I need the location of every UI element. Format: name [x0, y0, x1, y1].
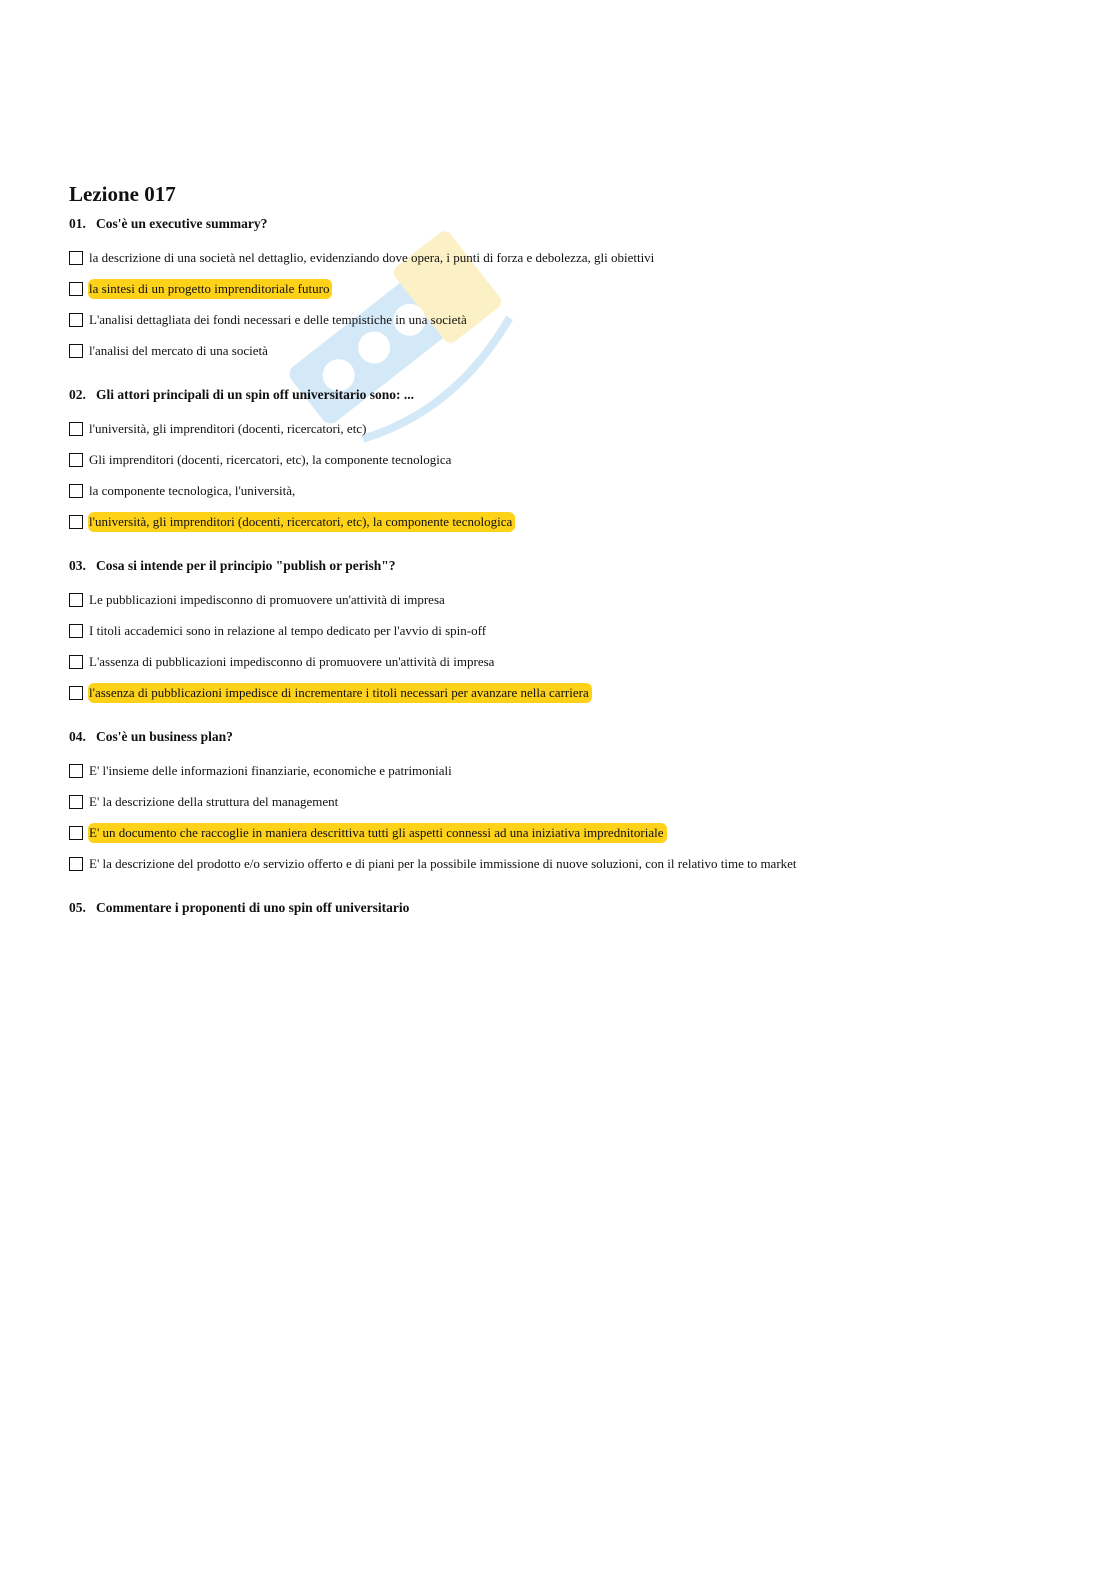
question-text: Cos'è un executive summary? — [96, 216, 268, 231]
answer-text: Le pubblicazioni impedisconno di promuovere un'attività di impresa — [89, 591, 445, 607]
answer-checkbox[interactable] — [69, 686, 83, 700]
question-number: 01. — [69, 216, 86, 231]
answer-checkbox[interactable] — [69, 764, 83, 778]
answer-text: l'università, gli imprenditori (docenti, ricercatori, etc) — [89, 420, 367, 436]
answer-option[interactable] — [69, 646, 1069, 677]
answer-checkbox[interactable] — [69, 655, 83, 669]
answer-checkbox[interactable] — [69, 344, 83, 358]
answer-option[interactable] — [69, 755, 1069, 786]
answer-text: la componente tecnologica, l'università, — [89, 482, 296, 498]
answer-checkbox[interactable] — [69, 282, 83, 296]
answer-checkbox[interactable] — [69, 422, 83, 436]
highlighted-answer-text: l'assenza di pubblicazioni impedisce di incrementare i titoli necessari per avanzare nella carriera — [88, 683, 592, 703]
question-number: 05. — [69, 900, 86, 915]
answer-checkbox[interactable] — [69, 313, 83, 327]
answer-checkbox[interactable] — [69, 593, 83, 607]
answer-text: E' la descrizione della struttura del management — [89, 793, 339, 809]
answer-text: la descrizione di una società nel dettaglio, evidenziando dove opera, i punti di forza e debolezza, gli obiettivi — [89, 249, 655, 265]
question-1 — [69, 215, 1069, 366]
question-number: 03. — [69, 558, 86, 573]
answer-option[interactable] — [69, 444, 1069, 475]
question-text: Cos'è un business plan? — [96, 729, 233, 744]
answer-text: I titoli accademici sono in relazione al tempo dedicato per l'avvio di spin-off — [89, 622, 487, 638]
question-3 — [69, 557, 1069, 708]
answer-option[interactable] — [69, 475, 1069, 506]
question-5 — [69, 899, 1069, 917]
answer-checkbox[interactable] — [69, 251, 83, 265]
question-number: 04. — [69, 729, 86, 744]
document-page — [69, 181, 1069, 937]
answer-option[interactable] — [69, 506, 1069, 537]
lesson-title: Lezione 017 — [69, 182, 176, 206]
question-heading — [69, 899, 1069, 917]
answer-option[interactable] — [69, 242, 1069, 273]
question-text: Cosa si intende per il principio "publish or perish"? — [96, 558, 396, 573]
answer-option[interactable] — [69, 273, 1069, 304]
answer-text: l'analisi del mercato di una società — [89, 342, 268, 358]
question-heading — [69, 557, 1069, 575]
answer-checkbox[interactable] — [69, 453, 83, 467]
highlighted-answer-text: la sintesi di un progetto imprenditoriale futuro — [88, 279, 332, 299]
question-heading — [69, 386, 1069, 404]
question-2 — [69, 386, 1069, 537]
answer-checkbox[interactable] — [69, 826, 83, 840]
answer-option[interactable] — [69, 335, 1069, 366]
question-4 — [69, 728, 1069, 879]
answer-option[interactable] — [69, 817, 1069, 848]
answer-text: L'assenza di pubblicazioni impedisconno di promuovere un'attività di impresa — [89, 653, 495, 669]
answer-text: E' l'insieme delle informazioni finanziarie, economiche e patrimoniali — [89, 762, 452, 778]
answer-text: Gli imprenditori (docenti, ricercatori, etc), la componente tecnologica — [89, 451, 452, 467]
answer-option[interactable] — [69, 584, 1069, 615]
highlighted-answer-text: l'università, gli imprenditori (docenti, ricercatori, etc), la componente tecnologica — [88, 512, 515, 532]
highlighted-answer-text: E' un documento che raccoglie in maniera descrittiva tutti gli aspetti connessi ad una iniziativa imprednitoriale — [88, 823, 667, 843]
answer-text: E' la descrizione del prodotto e/o servizio offerto e di piani per la possibile immissione di nuove soluzioni, con il relativo time to market — [89, 855, 797, 871]
answer-checkbox[interactable] — [69, 484, 83, 498]
question-text: Commentare i proponenti di uno spin off universitario — [96, 900, 410, 915]
answer-checkbox[interactable] — [69, 515, 83, 529]
answer-text: L'analisi dettagliata dei fondi necessari e delle tempistiche in una società — [89, 311, 467, 327]
question-number: 02. — [69, 387, 86, 402]
question-text: Gli attori principali di un spin off universitario sono: ... — [96, 387, 415, 402]
answer-checkbox[interactable] — [69, 795, 83, 809]
question-heading — [69, 215, 1069, 233]
answer-option[interactable] — [69, 413, 1069, 444]
answer-option[interactable] — [69, 615, 1069, 646]
question-heading — [69, 728, 1069, 746]
answer-checkbox[interactable] — [69, 624, 83, 638]
question-list — [69, 215, 1069, 917]
answer-option[interactable] — [69, 786, 1069, 817]
answer-option[interactable] — [69, 677, 1069, 708]
answer-option[interactable] — [69, 848, 1069, 879]
answer-checkbox[interactable] — [69, 857, 83, 871]
answer-option[interactable] — [69, 304, 1069, 335]
